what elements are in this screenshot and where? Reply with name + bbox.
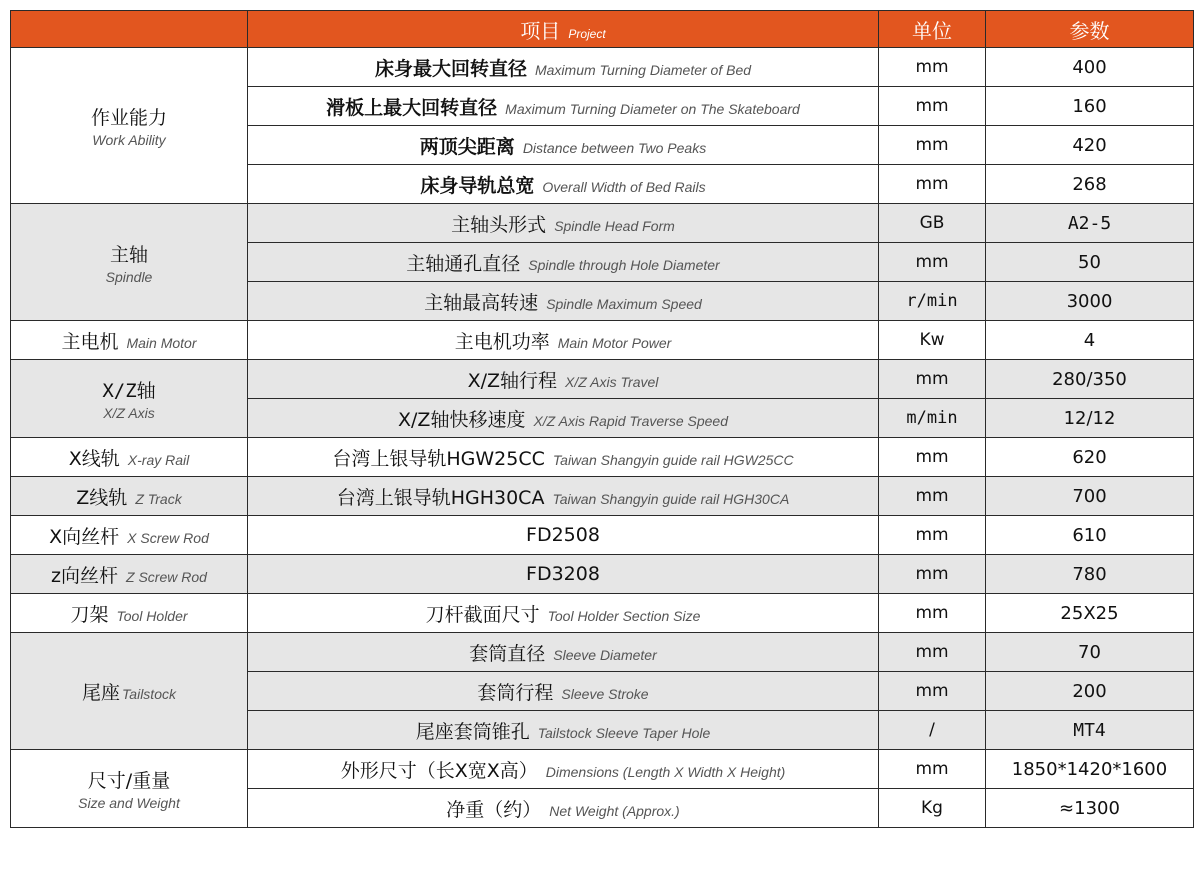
item-label-cn: X/Z轴行程 bbox=[467, 369, 558, 392]
item-label-en: Distance between Two Peaks bbox=[522, 139, 707, 156]
item-label-en: Overall Width of Bed Rails bbox=[542, 178, 706, 195]
item-label-cn: 床身导轨总宽 bbox=[420, 174, 535, 197]
value-cell: 268 bbox=[986, 165, 1194, 204]
group-x-rail bbox=[11, 438, 248, 477]
item-label-cn: 主轴最高转速 bbox=[424, 291, 539, 314]
table-row bbox=[11, 516, 1194, 555]
item-label-cn: X/Z轴快移速度 bbox=[398, 408, 526, 431]
group-x-screw-rod bbox=[11, 516, 248, 555]
table-row bbox=[11, 750, 1194, 789]
spec-table bbox=[10, 10, 1194, 828]
item-cell bbox=[248, 48, 879, 87]
item-label-en: Spindle Head Form bbox=[554, 217, 675, 234]
group-label-en: X Screw Rod bbox=[127, 529, 209, 546]
header-item-en: Project bbox=[568, 26, 606, 41]
group-label-en: Main Motor bbox=[126, 334, 197, 351]
group-size-weight bbox=[11, 750, 248, 828]
value-cell: 4 bbox=[986, 321, 1194, 360]
value-cell: 700 bbox=[986, 477, 1194, 516]
value-cell: 200 bbox=[986, 672, 1194, 711]
item-label-cn: 刀杆截面尺寸 bbox=[425, 603, 540, 626]
value-cell: 70 bbox=[986, 633, 1194, 672]
unit-cell: Kw bbox=[879, 321, 986, 360]
item-cell bbox=[248, 282, 879, 321]
value-cell: 160 bbox=[986, 87, 1194, 126]
item-cell bbox=[248, 711, 879, 750]
table-row bbox=[11, 477, 1194, 516]
item-cell bbox=[248, 672, 879, 711]
unit-cell: m/min bbox=[879, 399, 986, 438]
item-label-en: Net Weight (Approx.) bbox=[549, 802, 680, 819]
item-label-en: Spindle Maximum Speed bbox=[546, 295, 702, 312]
group-label-cn: 刀架 bbox=[70, 603, 109, 626]
value-cell: A2-5 bbox=[986, 204, 1194, 243]
group-spindle bbox=[11, 204, 248, 321]
header-row bbox=[11, 11, 1194, 48]
group-label-en: Z Track bbox=[135, 490, 182, 507]
item-label-en: Tailstock Sleeve Taper Hole bbox=[537, 724, 711, 741]
item-cell bbox=[248, 477, 879, 516]
value-cell: 420 bbox=[986, 126, 1194, 165]
unit-cell: Kg bbox=[879, 789, 986, 828]
item-label-en: X/Z Axis Travel bbox=[565, 373, 659, 390]
value-cell: 25X25 bbox=[986, 594, 1194, 633]
item-label-en: Spindle through Hole Diameter bbox=[528, 256, 720, 273]
item-label-cn: 两顶尖距离 bbox=[419, 135, 515, 158]
item-cell bbox=[248, 516, 879, 555]
group-label-cn: 主轴 bbox=[109, 243, 148, 266]
item-label-cn: 滑板上最大回转直径 bbox=[326, 96, 498, 119]
group-label-cn: 主电机 bbox=[61, 330, 119, 353]
table-row bbox=[11, 204, 1194, 243]
header-unit: 单位 bbox=[879, 11, 986, 48]
item-label-en: Dimensions (Length X Width X Height) bbox=[545, 763, 786, 780]
item-label-cn: 主轴头形式 bbox=[451, 213, 547, 236]
item-cell bbox=[248, 321, 879, 360]
item-cell bbox=[248, 204, 879, 243]
item-label-en: Tool Holder Section Size bbox=[547, 607, 701, 624]
unit-cell: mm bbox=[879, 750, 986, 789]
group-main-motor bbox=[11, 321, 248, 360]
value-cell: 50 bbox=[986, 243, 1194, 282]
item-cell bbox=[248, 750, 879, 789]
table-row bbox=[11, 555, 1194, 594]
group-label-cn: 尺寸/重量 bbox=[87, 770, 171, 792]
group-z-screw-rod bbox=[11, 555, 248, 594]
group-label-cn: 作业能力 bbox=[90, 107, 167, 129]
item-cell bbox=[248, 594, 879, 633]
value-cell: 280/350 bbox=[986, 360, 1194, 399]
item-label-cn: FD2508 bbox=[526, 524, 600, 546]
item-cell bbox=[248, 243, 879, 282]
group-label-en: X-ray Rail bbox=[127, 451, 190, 468]
group-label-en: Size and Weight bbox=[78, 795, 180, 811]
group-tailstock bbox=[11, 633, 248, 750]
value-cell: 3000 bbox=[986, 282, 1194, 321]
item-cell bbox=[248, 633, 879, 672]
group-label-en: Z Screw Rod bbox=[126, 568, 207, 585]
item-cell bbox=[248, 165, 879, 204]
item-label-cn: 台湾上银导轨HGW25CC bbox=[332, 447, 545, 470]
value-cell: 610 bbox=[986, 516, 1194, 555]
item-label-en: Maximum Turning Diameter of Bed bbox=[534, 61, 752, 78]
unit-cell: mm bbox=[879, 360, 986, 399]
group-xz-axis bbox=[11, 360, 248, 438]
item-label-en: Main Motor Power bbox=[557, 334, 672, 351]
item-label-cn: 套筒直径 bbox=[469, 642, 546, 665]
header-item-cn: 项目 bbox=[520, 18, 561, 43]
item-label-cn: 床身最大回转直径 bbox=[374, 57, 527, 80]
group-label-cn: X向丝杆 bbox=[49, 525, 120, 548]
item-label-en: Maximum Turning Diameter on The Skateboard bbox=[505, 100, 800, 117]
unit-cell: mm bbox=[879, 126, 986, 165]
table-row bbox=[11, 48, 1194, 87]
group-label-cn: 尾座 bbox=[82, 681, 121, 704]
item-label-en: Taiwan Shangyin guide rail HGW25CC bbox=[552, 451, 794, 468]
unit-cell: / bbox=[879, 711, 986, 750]
group-label-en: X/Z Axis bbox=[103, 405, 155, 421]
group-label-cn: z向丝杆 bbox=[51, 564, 119, 587]
unit-cell: mm bbox=[879, 555, 986, 594]
unit-cell: mm bbox=[879, 477, 986, 516]
item-label-cn: 尾座套筒锥孔 bbox=[415, 720, 530, 743]
value-cell: MT4 bbox=[986, 711, 1194, 750]
item-label-cn: FD3208 bbox=[526, 563, 600, 585]
table-row bbox=[11, 633, 1194, 672]
header-blank bbox=[11, 11, 248, 48]
item-label-en: Sleeve Diameter bbox=[553, 646, 657, 663]
group-label-en: Work Ability bbox=[92, 132, 166, 148]
group-work-ability bbox=[11, 48, 248, 204]
header-item bbox=[248, 11, 879, 48]
item-label-en: Sleeve Stroke bbox=[561, 685, 649, 702]
value-cell: 12/12 bbox=[986, 399, 1194, 438]
group-label-en: Spindle bbox=[105, 268, 153, 285]
item-label-en: Taiwan Shangyin guide rail HGH30CA bbox=[552, 490, 790, 507]
item-cell bbox=[248, 360, 879, 399]
item-cell bbox=[248, 126, 879, 165]
unit-cell: mm bbox=[879, 165, 986, 204]
value-cell: 400 bbox=[986, 48, 1194, 87]
unit-cell: mm bbox=[879, 48, 986, 87]
unit-cell: mm bbox=[879, 594, 986, 633]
value-cell: 780 bbox=[986, 555, 1194, 594]
item-label-cn: 台湾上银导轨HGH30CA bbox=[336, 486, 545, 509]
item-cell bbox=[248, 87, 879, 126]
item-cell bbox=[248, 555, 879, 594]
item-label-cn: 外形尺寸（长X宽X高） bbox=[340, 759, 538, 782]
unit-cell: r/min bbox=[879, 282, 986, 321]
item-cell bbox=[248, 438, 879, 477]
group-label-cn: Z线轨 bbox=[76, 486, 128, 509]
header-param: 参数 bbox=[986, 11, 1194, 48]
unit-cell: mm bbox=[879, 672, 986, 711]
table-row bbox=[11, 321, 1194, 360]
group-label-cn: X/Z轴 bbox=[102, 380, 156, 402]
unit-cell: mm bbox=[879, 633, 986, 672]
item-label-cn: 主轴通孔直径 bbox=[406, 252, 521, 275]
value-cell: ≈1300 bbox=[986, 789, 1194, 828]
item-label-cn: 套筒行程 bbox=[477, 681, 554, 704]
item-label-en: X/Z Axis Rapid Traverse Speed bbox=[533, 412, 728, 429]
item-label-cn: 净重（约） bbox=[446, 798, 542, 821]
group-tool-holder bbox=[11, 594, 248, 633]
item-cell bbox=[248, 399, 879, 438]
group-label-en: Tailstock bbox=[122, 685, 176, 702]
group-label-cn: X线轨 bbox=[68, 447, 120, 470]
table-row bbox=[11, 360, 1194, 399]
group-z-track bbox=[11, 477, 248, 516]
unit-cell: mm bbox=[879, 438, 986, 477]
unit-cell: mm bbox=[879, 87, 986, 126]
item-label-cn: 主电机功率 bbox=[454, 330, 550, 353]
unit-cell: mm bbox=[879, 516, 986, 555]
item-cell bbox=[248, 789, 879, 828]
unit-cell: mm bbox=[879, 243, 986, 282]
group-label-en: Tool Holder bbox=[116, 607, 188, 624]
table-row bbox=[11, 594, 1194, 633]
table-row bbox=[11, 438, 1194, 477]
value-cell: 1850*1420*1600 bbox=[986, 750, 1194, 789]
unit-cell: GB bbox=[879, 204, 986, 243]
value-cell: 620 bbox=[986, 438, 1194, 477]
